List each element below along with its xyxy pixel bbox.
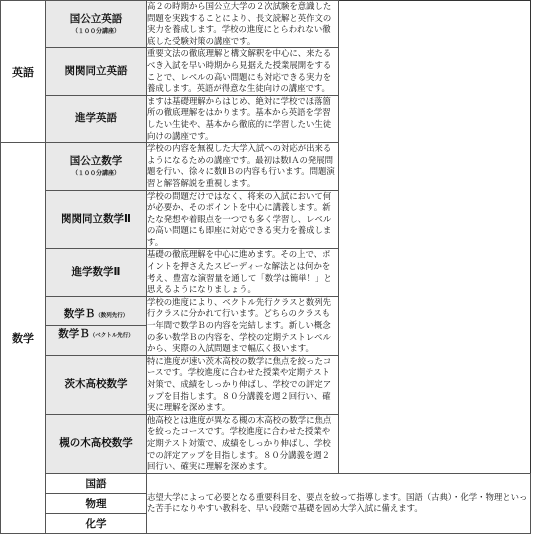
course-description: 学校の内容を無視した大学入試への対応が出来るようになるための講座です。最初は数ⅠＡの発展問題を行い、徐々に数ⅡＢの内容も行います。問題演習と解答解説を重視します。 [147, 143, 339, 190]
course-description: 重要文法の徹底理解と構文解釈を中心に、来たるべき入試を早い時期から見据えた授業展開をすることで、レベルの高い問題にも対応できる実力を養成します。英語が得意な生徒向けの講座です。 [147, 48, 339, 95]
course-row [1, 473, 531, 533]
course-row [1, 249, 531, 296]
course-name-variant: 数学Ｂ（数列先行） [46, 306, 146, 326]
course-row [1, 414, 531, 473]
subject-label-english: 英語 [1, 1, 46, 143]
subject-label-japanese: 国語 [46, 474, 146, 494]
course-description: 学校の問題だけではなく、将来の入試において何が必要か、そのポイントを中心に講義します。新たな発想や着眼点を一つでも多く学習し、レベルの高い問題にも即座に対応できる実力を養成します。 [147, 190, 339, 249]
combined-description: 志望大学によって必要となる重要科目を、要点を絞って指導します。国語（古典）・化学・物理といった苦手になりやすい教科を、早い段階で基礎を固め大学入試に備えます。 [147, 473, 531, 533]
course-row [1, 190, 531, 249]
course-description: 基礎の徹底理解を中心に進めます。その上で、ポイントを押さえたスピーディーな解法とは何かを考え、豊富な演習量を通して「数学は簡単！」と思えるようになりましょう。 [147, 249, 339, 296]
course-name: 進学数学Ⅱ [46, 249, 147, 296]
subject-label-physics: 物理 [46, 494, 146, 514]
subject-label-chemistry: 化学 [85, 517, 107, 530]
course-row [1, 95, 531, 142]
course-row [1, 296, 531, 355]
subject-label-math: 数学 [1, 143, 46, 534]
course-row [1, 143, 531, 190]
course-description: 他高校とは進度が異なる槻の木高校の数学に焦点を絞ったコースです。学校進度に合わせた授業や定期テスト対策で、成績をしっかり伸ばし、学校での評定アップを目指します。８０分講義を週２回行い、確実に理解を深めます。 [147, 414, 339, 473]
course-name: 国公立数学 [69, 154, 123, 167]
course-name: 関関同立英語 [46, 48, 147, 95]
course-description: 高２の時期から国公立大学の２次試験を意識した問題を実践することにより、長文読解と英作文の実力を養成します。学校の進度にとらわれない徹底した受験対策の講座です。 [147, 1, 339, 48]
course-name-cell [46, 143, 147, 190]
course-row [1, 1, 531, 48]
course-row [1, 355, 531, 414]
course-duration-note: （１００分講座） [71, 169, 120, 177]
course-name: 国公立英語 [69, 12, 123, 25]
course-name-cell [46, 296, 147, 355]
subject-label-combined [46, 473, 147, 533]
course-name: 関関同立数学Ⅱ [46, 190, 147, 249]
course-name: 槻の木高校数学 [46, 414, 147, 473]
course-name: 茨木高校数学 [46, 355, 147, 414]
course-name-cell [46, 1, 147, 48]
course-description: ますは基礎理解からはじめ、絶対に学校でほ落箇所の徹底理解をはかります。基本から英語を学習したい生徒や、基本から徹底的に学習したい生徒向けの講座です。 [147, 95, 339, 142]
course-name-variant: 数学Ｂ（ベクトル先行） [58, 328, 134, 341]
course-description: 学校の進度により、ベクトル先行クラスと数列先行クラスに分かれて行います。どちらのクラスも一年間で数学Ｂの内容を完結します。新しい概念の多い数学Ｂの内容を、学校の定期テストレベルから、実際の入試問題まで幅広く扱います。 [147, 296, 339, 355]
course-duration-note: （１００分講座） [71, 27, 120, 35]
course-row [1, 48, 531, 95]
course-description: 特に進度が速い茨木高校の数学に焦点を絞ったコースです。学校進度に合わせた授業や定期テスト対策で、成績をしっかり伸ばし、学校での評定アップを目指します。８０分講義を週２回行い、確実に理解を深めます。 [147, 355, 339, 414]
course-name: 進学英語 [46, 95, 147, 142]
